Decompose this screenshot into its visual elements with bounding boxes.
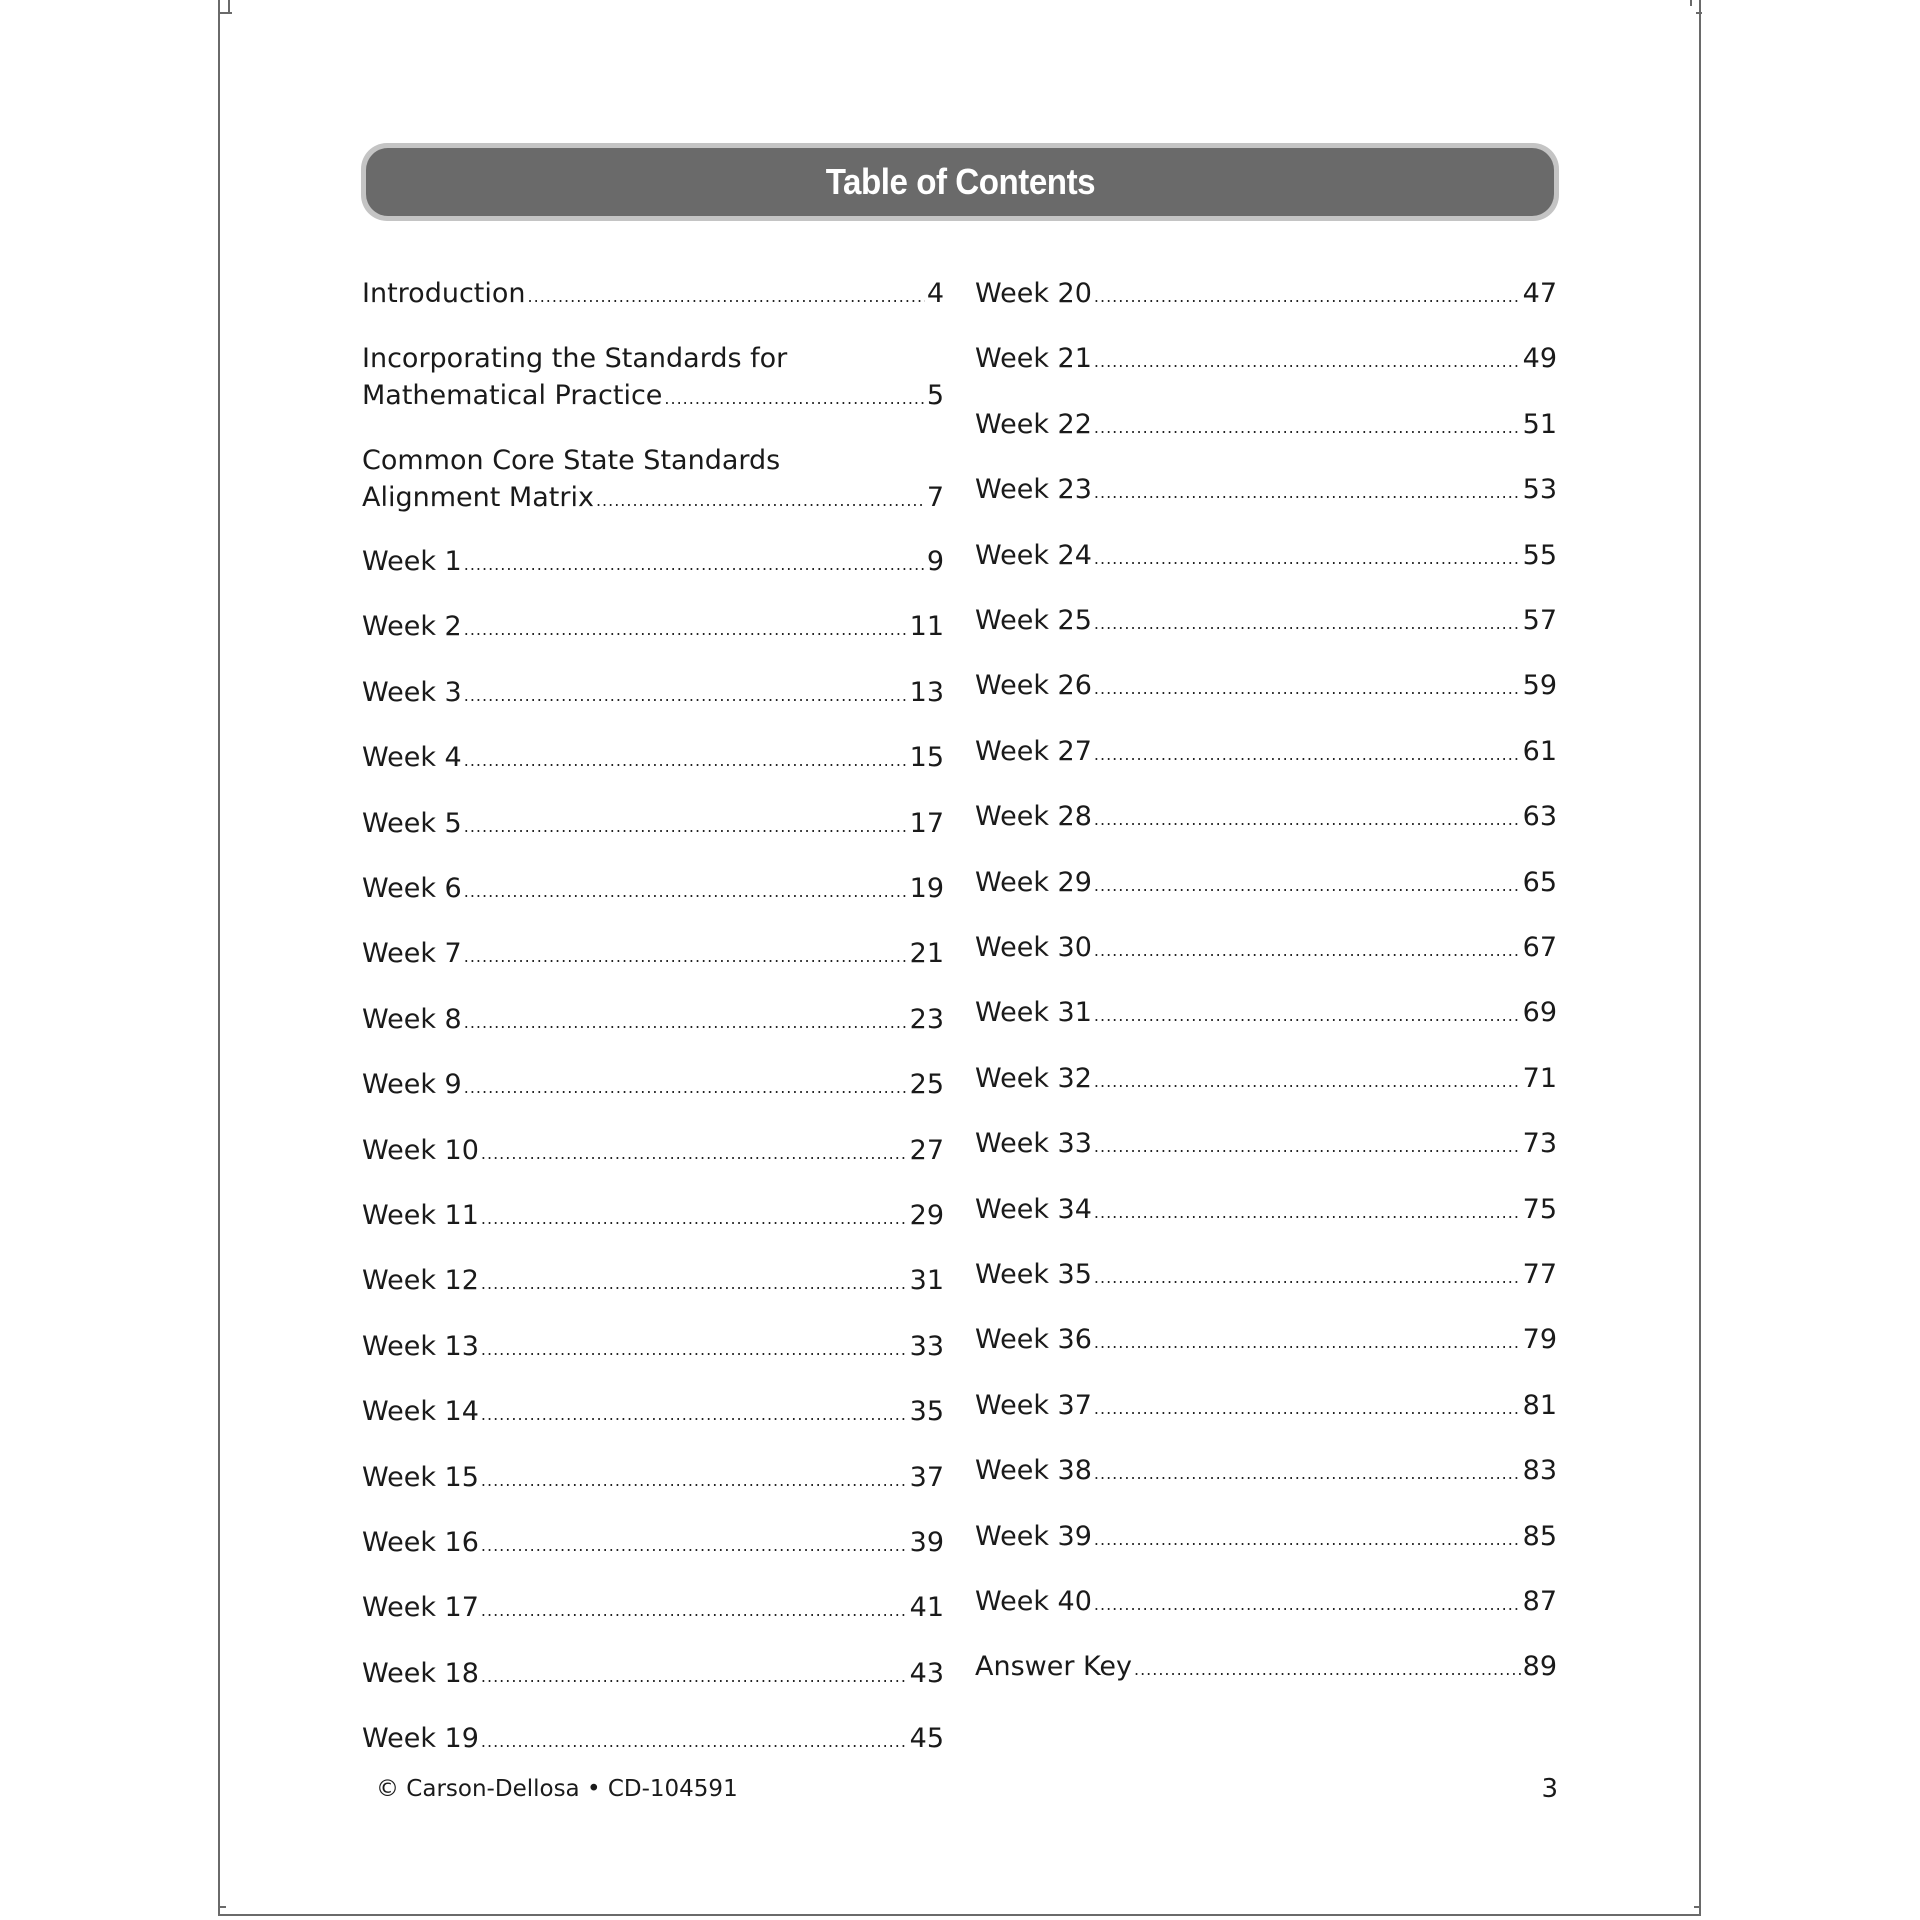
- dot-leader: [464, 873, 908, 910]
- dot-leader: [1094, 997, 1521, 1034]
- dot-leader: [1094, 605, 1521, 642]
- toc-entry[interactable]: [362, 543, 944, 583]
- toc-entry-title: Week 10: [362, 1135, 479, 1166]
- dot-leader: [1094, 736, 1521, 773]
- dot-leader: [464, 611, 908, 648]
- toc-entry-title: Week 30: [975, 932, 1092, 963]
- toc-entry[interactable]: [975, 1191, 1557, 1231]
- toc-entry-title: Week 20: [975, 278, 1092, 309]
- dot-leader: [481, 1265, 908, 1302]
- toc-entry-page: 49: [1522, 343, 1557, 374]
- toc-entry[interactable]: [362, 870, 944, 910]
- toc-entry[interactable]: [975, 406, 1557, 446]
- toc-entry-page: 79: [1522, 1324, 1557, 1355]
- dot-leader: [1134, 1651, 1521, 1688]
- dot-leader: [1094, 1259, 1521, 1296]
- toc-entry-title: Week 16: [362, 1527, 479, 1558]
- dot-leader: [1094, 1063, 1521, 1100]
- toc-entry[interactable]: [975, 1648, 1557, 1688]
- toc-entry-title: Week 19: [362, 1723, 479, 1754]
- toc-entry[interactable]: [362, 1524, 944, 1564]
- crop-mark-bottom-right: [1694, 1906, 1700, 1908]
- toc-entry[interactable]: [362, 1720, 944, 1760]
- dot-leader: [1094, 1455, 1521, 1492]
- dot-leader: [481, 1527, 908, 1564]
- footer-copyright: © Carson-Dellosa • CD-104591: [376, 1776, 738, 1802]
- dot-leader: [1094, 867, 1521, 904]
- dot-leader: [481, 1200, 908, 1237]
- toc-entry[interactable]: [362, 442, 944, 519]
- toc-entry-page: 55: [1522, 540, 1557, 571]
- toc-entry[interactable]: [362, 1197, 944, 1237]
- toc-entry-title: Week 14: [362, 1396, 479, 1427]
- toc-entry-title: Week 33: [975, 1128, 1092, 1159]
- toc-entry-title: Week 37: [975, 1390, 1092, 1421]
- toc-entry-title: Week 25: [975, 605, 1092, 636]
- title-banner: [366, 148, 1554, 216]
- toc-entry-page: 33: [909, 1331, 944, 1362]
- dot-leader: [664, 380, 924, 417]
- toc-entry-title: Week 40: [975, 1586, 1092, 1617]
- toc-entry[interactable]: [362, 1132, 944, 1172]
- dot-leader: [481, 1658, 908, 1695]
- toc-entry-page: 9: [926, 546, 944, 577]
- toc-entry-title: Week 3: [362, 677, 462, 708]
- toc-entry-title: Week 11: [362, 1200, 479, 1231]
- toc-entry-page: 5: [926, 380, 944, 411]
- toc-entry-page: 21: [909, 938, 944, 969]
- dot-leader: [481, 1723, 908, 1760]
- toc-entry-page: 31: [909, 1265, 944, 1296]
- toc-entry-page: 63: [1522, 801, 1557, 832]
- toc-entry-title: Week 18: [362, 1658, 479, 1689]
- toc-entry-page: 41: [909, 1592, 944, 1623]
- toc-entry-title: Week 23: [975, 474, 1092, 505]
- toc-entry[interactable]: [975, 471, 1557, 511]
- toc-entry-page: 4: [926, 278, 944, 309]
- toc-entry-page: 73: [1522, 1128, 1557, 1159]
- toc-entry-title: Week 6: [362, 873, 462, 904]
- toc-entry-page: 81: [1522, 1390, 1557, 1421]
- toc-entry[interactable]: [362, 1589, 944, 1629]
- dot-leader: [528, 278, 925, 315]
- toc-entry-page: 15: [909, 742, 944, 773]
- toc-entry-page: 17: [909, 808, 944, 839]
- toc-entry[interactable]: [362, 608, 944, 648]
- toc-entry-page: 45: [909, 1723, 944, 1754]
- toc-entry[interactable]: [975, 1387, 1557, 1427]
- toc-entry[interactable]: [362, 1066, 944, 1106]
- toc-entry[interactable]: [362, 1262, 944, 1302]
- crop-mark-top-right: [1690, 0, 1692, 6]
- dot-leader: [481, 1135, 908, 1172]
- toc-entry-page: 25: [909, 1069, 944, 1100]
- dot-leader: [1094, 670, 1521, 707]
- page-title: Table of Contents: [825, 161, 1095, 202]
- toc-entry[interactable]: [362, 1328, 944, 1368]
- toc-entry[interactable]: [362, 1655, 944, 1695]
- toc-entry-page: 69: [1522, 997, 1557, 1028]
- toc-entry[interactable]: [362, 739, 944, 779]
- toc-entry-title: Week 26: [975, 670, 1092, 701]
- dot-leader: [1094, 1324, 1521, 1361]
- dot-leader: [464, 1004, 908, 1041]
- toc-entry[interactable]: [362, 1459, 944, 1499]
- toc-entry[interactable]: [975, 1583, 1557, 1623]
- dot-leader: [1094, 409, 1521, 446]
- dot-leader: [481, 1462, 908, 1499]
- toc-entry-page: 87: [1522, 1586, 1557, 1617]
- toc-entry[interactable]: [975, 667, 1557, 707]
- toc-entry-page: 77: [1522, 1259, 1557, 1290]
- toc-entry-title: Week 1: [362, 546, 462, 577]
- toc-entry-page: 61: [1522, 736, 1557, 767]
- dot-leader: [464, 546, 925, 583]
- toc-entry-page: 65: [1522, 867, 1557, 898]
- dot-leader: [1094, 1128, 1521, 1165]
- dot-leader: [1094, 1586, 1521, 1623]
- crop-mark-top-left-h: [218, 12, 232, 14]
- toc-entry-page: 53: [1522, 474, 1557, 505]
- toc-entry-page: 23: [909, 1004, 944, 1035]
- toc-entry[interactable]: [975, 1452, 1557, 1492]
- dot-leader: [1094, 801, 1521, 838]
- dot-leader: [1094, 932, 1521, 969]
- toc-entry-title: Week 29: [975, 867, 1092, 898]
- toc-entry-title: Week 39: [975, 1521, 1092, 1552]
- toc-entry-title: Week 12: [362, 1265, 479, 1296]
- toc-entry-page: 57: [1522, 605, 1557, 636]
- dot-leader: [1094, 540, 1521, 577]
- toc-entry-title: Introduction: [362, 278, 526, 309]
- toc-entry-title: Week 17: [362, 1592, 479, 1623]
- toc-entry-page: 11: [909, 611, 944, 642]
- toc-entry[interactable]: [975, 994, 1557, 1034]
- dot-leader: [464, 1069, 908, 1106]
- toc-entry[interactable]: [975, 864, 1557, 904]
- toc-entry[interactable]: [975, 340, 1557, 380]
- toc-entry-page: 51: [1522, 409, 1557, 440]
- dot-leader: [1094, 1194, 1521, 1231]
- toc-entry-page: 83: [1522, 1455, 1557, 1486]
- toc-entry[interactable]: [975, 1321, 1557, 1361]
- toc-entry[interactable]: [975, 1518, 1557, 1558]
- toc-entry-page: 37: [909, 1462, 944, 1493]
- dot-leader: [596, 482, 925, 519]
- dot-leader: [464, 808, 908, 845]
- toc-entry-page: 89: [1522, 1651, 1557, 1682]
- toc-entry-title: Week 32: [975, 1063, 1092, 1094]
- toc-entry-page: 47: [1522, 278, 1557, 309]
- dot-leader: [481, 1396, 908, 1433]
- toc-entry[interactable]: [362, 275, 944, 315]
- toc-entry[interactable]: [362, 340, 944, 417]
- toc-entry-page: 71: [1522, 1063, 1557, 1094]
- toc-entry-title: Week 2: [362, 611, 462, 642]
- toc-entry-title: Answer Key: [975, 1651, 1132, 1682]
- toc-entry[interactable]: [362, 674, 944, 714]
- toc-entry-page: 67: [1522, 932, 1557, 963]
- toc-entry[interactable]: [362, 805, 944, 845]
- toc-entry-title: Mathematical Practice: [362, 380, 663, 411]
- toc-entry-page: 19: [909, 873, 944, 904]
- toc-entry-title: Week 27: [975, 736, 1092, 767]
- page-number: 3: [1541, 1774, 1558, 1804]
- toc-entry[interactable]: [362, 1393, 944, 1433]
- dot-leader: [481, 1592, 908, 1629]
- dot-leader: [481, 1331, 908, 1368]
- toc-entry-title: Week 34: [975, 1194, 1092, 1225]
- toc-entry[interactable]: [975, 1256, 1557, 1296]
- toc-entry-title: Common Core State Standards: [362, 445, 781, 476]
- toc-entry[interactable]: [975, 733, 1557, 773]
- toc-entry-title: Incorporating the Standards for: [362, 343, 788, 374]
- toc-entry-page: 75: [1522, 1194, 1557, 1225]
- toc-entry[interactable]: [975, 1060, 1557, 1100]
- dot-leader: [464, 742, 908, 779]
- toc-entry-title: Week 5: [362, 808, 462, 839]
- dot-leader: [1094, 343, 1521, 380]
- toc-entry-page: 59: [1522, 670, 1557, 701]
- toc-entry-title: Alignment Matrix: [362, 482, 594, 513]
- toc-entry-title: Week 4: [362, 742, 462, 773]
- dot-leader: [464, 677, 908, 714]
- toc-entry-title: Week 8: [362, 1004, 462, 1035]
- toc-entry-title: Week 24: [975, 540, 1092, 571]
- dot-leader: [1094, 1390, 1521, 1427]
- toc-entry-title: Week 15: [362, 1462, 479, 1493]
- toc-entry-title: Week 22: [975, 409, 1092, 440]
- toc-entry-title: Week 35: [975, 1259, 1092, 1290]
- crop-mark-bottom-left: [220, 1906, 226, 1908]
- toc-entry-title: Week 38: [975, 1455, 1092, 1486]
- toc-entry[interactable]: [975, 537, 1557, 577]
- toc-entry-title: Week 7: [362, 938, 462, 969]
- crop-mark-top-right-h: [1696, 12, 1702, 14]
- toc-entry-page: 13: [909, 677, 944, 708]
- toc-entry-page: 39: [909, 1527, 944, 1558]
- toc-entry-title: Week 13: [362, 1331, 479, 1362]
- toc-entry[interactable]: [975, 798, 1557, 838]
- toc-entry[interactable]: [975, 929, 1557, 969]
- toc-entry[interactable]: [975, 602, 1557, 642]
- toc-entry-page: 35: [909, 1396, 944, 1427]
- dot-leader: [1094, 278, 1521, 315]
- dot-leader: [464, 938, 908, 975]
- toc-entry-title: Week 36: [975, 1324, 1092, 1355]
- toc-entry-title: Week 28: [975, 801, 1092, 832]
- toc-entry-title: Week 31: [975, 997, 1092, 1028]
- toc-entry[interactable]: [362, 935, 944, 975]
- toc-entry[interactable]: [362, 1001, 944, 1041]
- toc-entry-page: 29: [909, 1200, 944, 1231]
- toc-entry[interactable]: [975, 275, 1557, 315]
- toc-entry-page: 43: [909, 1658, 944, 1689]
- toc-entry[interactable]: [975, 1125, 1557, 1165]
- toc-entry-page: 27: [909, 1135, 944, 1166]
- toc-entry-title: Week 9: [362, 1069, 462, 1100]
- toc-entry-title: Week 21: [975, 343, 1092, 374]
- toc-entry-page: 85: [1522, 1521, 1557, 1552]
- dot-leader: [1094, 1521, 1521, 1558]
- toc-entry-page: 7: [926, 482, 944, 513]
- dot-leader: [1094, 474, 1521, 511]
